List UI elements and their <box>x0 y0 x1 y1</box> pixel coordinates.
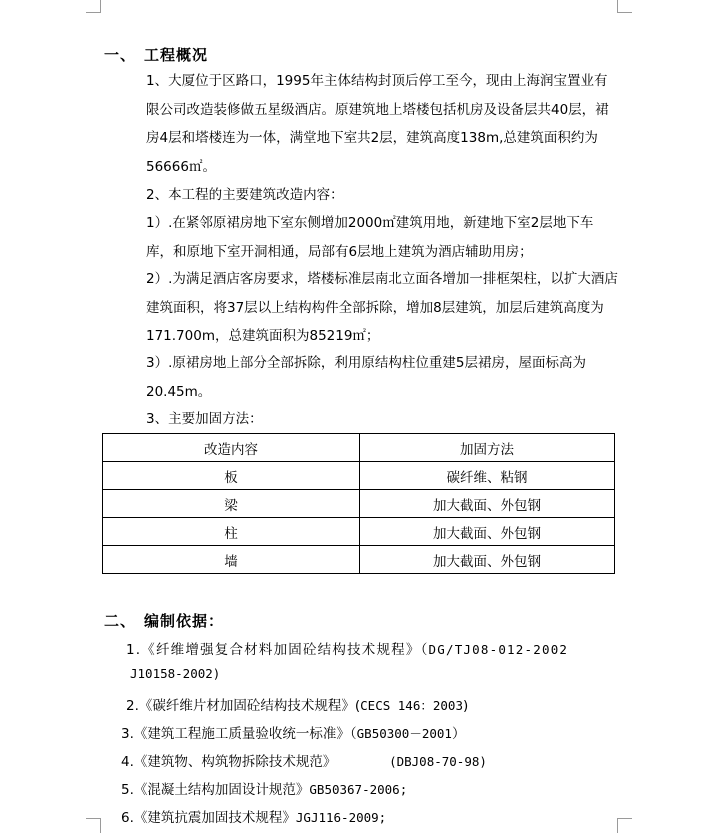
reference-item <box>121 778 407 798</box>
reference-close: ) <box>462 698 469 714</box>
table-cell: 加大截面、外包钢 <box>360 490 615 518</box>
section-1-title: 工程概况 <box>144 46 209 64</box>
paragraph-scope-2: 2）.为满足酒店客房要求，塔楼标准层南北立面各增加一排框架柱，以扩大酒店建筑面积，将37层以上结构构件全部拆除，增加8层建筑，加层后建筑高度为171.700m，总建筑面积为85219㎡； <box>146 271 618 344</box>
reference-title: 5.《混凝土结构加固设计规范》 <box>121 782 310 798</box>
reference-item <box>130 666 220 682</box>
table-cell: 加大截面、外包钢 <box>360 518 615 546</box>
reference-item <box>121 750 487 770</box>
paragraph-methods-intro: 3、主要加固方法： <box>146 411 263 427</box>
reference-title: 3.《建筑工程施工质量验收统一标准》（ <box>121 726 357 742</box>
reference-title: 4.《建筑物、构筑物拆除技术规范》 <box>121 754 337 770</box>
reference-code: JGJ116-2009; <box>295 810 387 825</box>
table-cell: 墙 <box>103 546 360 574</box>
reinforcement-table <box>102 433 615 574</box>
reference-item <box>121 722 465 742</box>
section-1-heading <box>104 44 208 65</box>
table-header-row <box>103 434 615 462</box>
reference-code: GB50300－2001 <box>356 726 452 741</box>
table-cell: 加大截面、外包钢 <box>360 546 615 574</box>
table-row <box>103 490 615 518</box>
reference-code: J10158-2002) <box>130 666 221 681</box>
table-header-cell: 改造内容 <box>103 434 360 462</box>
page-corner-mark <box>86 0 101 13</box>
reference-title: 2.《碳纤维片材加固砼结构技术规程》( <box>126 698 361 714</box>
table-cell: 柱 <box>103 518 360 546</box>
reference-code: CECS 146：2003 <box>360 698 463 713</box>
table-row <box>103 462 615 490</box>
reference-close: ） <box>451 726 466 742</box>
table-header-cell: 加固方法 <box>360 434 615 462</box>
reference-title: 1.《纤维增强复合材料加固砼结构技术规程》（ <box>126 642 429 658</box>
table-row <box>103 518 615 546</box>
reference-code: DG/TJ08-012-2002 <box>428 642 569 657</box>
paragraph-scope-intro: 2、本工程的主要建筑改造内容： <box>146 187 344 203</box>
page-corner-mark <box>617 0 632 13</box>
reference-code: (DBJ08-70-98) <box>336 754 487 769</box>
reference-item <box>121 806 386 826</box>
reference-code: GB50367-2006; <box>309 782 408 797</box>
section-2-number: 二、 <box>104 612 137 630</box>
table-row <box>103 546 615 574</box>
reference-item <box>126 694 468 714</box>
table-cell: 梁 <box>103 490 360 518</box>
table-cell: 板 <box>103 462 360 490</box>
paragraph-scope-1: 1）.在紧邻原裙房地下室东侧增加2000㎡建筑用地，新建地下室2层地下车库，和原地下室开洞相通，局部有6层地上建筑为酒店辅助用房； <box>146 215 594 260</box>
reference-title: 6.《建筑抗震加固技术规程》 <box>121 810 296 826</box>
paragraph-overview: 1、大厦位于区路口，1995年主体结构封顶后停工至今，现由上海润宝置业有限公司改造装修做五星级酒店。原建筑地上塔楼包括机房及设备层共40层，裙房4层和塔楼连为一体，满堂地下室共2层，建筑高度138m,总建筑面积约为56666㎡。 <box>146 73 609 175</box>
paragraph-scope-3: 3）.原裙房地上部分全部拆除，利用原结构柱位重建5层裙房，屋面标高为20.45m。 <box>146 355 586 400</box>
section-2-heading <box>104 610 224 631</box>
table-cell: 碳纤维、粘钢 <box>360 462 615 490</box>
reference-item <box>126 638 568 658</box>
section-2-title: 编制依据： <box>144 612 225 630</box>
section-1-number: 一、 <box>104 46 137 64</box>
